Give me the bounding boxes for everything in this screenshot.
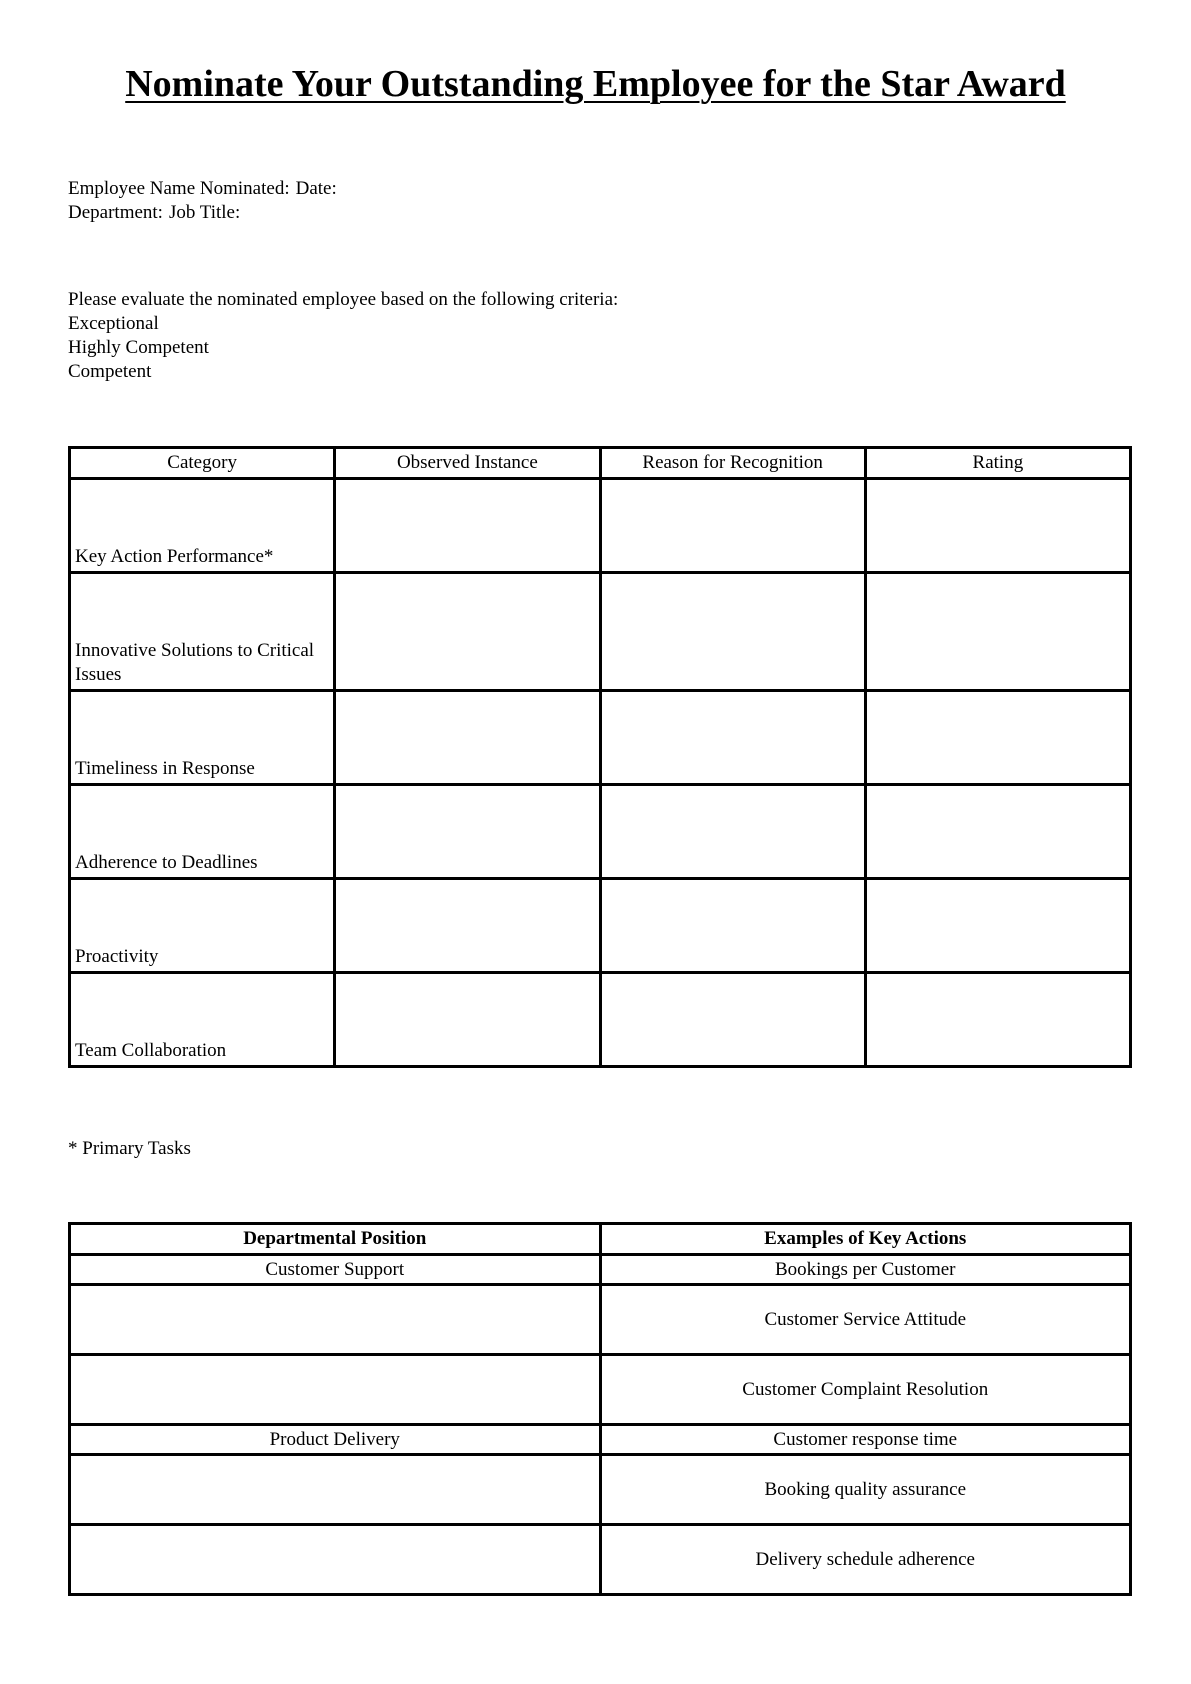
- category-cell: Key Action Performance*: [70, 479, 335, 573]
- header-category: Category: [70, 448, 335, 479]
- header-rating: Rating: [865, 448, 1130, 479]
- observed-instance-cell[interactable]: [335, 479, 600, 573]
- actions-row: [70, 1425, 1131, 1455]
- category-cell: Adherence to Deadlines: [70, 785, 335, 879]
- page-title-text: Nominate Your Outstanding Employee for the Star Award: [125, 63, 1066, 105]
- page-title: [0, 62, 1191, 108]
- actions-row: [70, 1525, 1131, 1595]
- criteria-header-row: [70, 448, 1131, 479]
- rating-cell[interactable]: [865, 973, 1130, 1067]
- employee-name-label: Employee Name Nominated:: [68, 178, 290, 199]
- reason-cell[interactable]: [600, 479, 865, 573]
- instructions-prompt: Please evaluate the nominated employee based on the following criteria:: [68, 289, 619, 310]
- category-cell: Team Collaboration: [70, 973, 335, 1067]
- category-cell: Timeliness in Response: [70, 691, 335, 785]
- nomination-fields: [68, 177, 337, 225]
- department-label: Department:: [68, 202, 163, 223]
- actions-header-row: [70, 1224, 1131, 1255]
- rating-cell[interactable]: [865, 879, 1130, 973]
- category-cell: Proactivity: [70, 879, 335, 973]
- header-reason-for-recognition: Reason for Recognition: [600, 448, 865, 479]
- rating-cell[interactable]: [865, 785, 1130, 879]
- key-action-cell: Delivery schedule adherence: [600, 1525, 1131, 1595]
- position-cell: [70, 1455, 601, 1525]
- position-cell: [70, 1285, 601, 1355]
- observed-instance-cell[interactable]: [335, 785, 600, 879]
- rating-cell[interactable]: [865, 479, 1130, 573]
- observed-instance-cell[interactable]: [335, 973, 600, 1067]
- actions-row: [70, 1455, 1131, 1525]
- position-cell: [70, 1525, 601, 1595]
- reason-cell[interactable]: [600, 691, 865, 785]
- criteria-row: [70, 785, 1131, 879]
- criteria-row: [70, 479, 1131, 573]
- reason-cell[interactable]: [600, 573, 865, 691]
- reason-cell[interactable]: [600, 785, 865, 879]
- reason-cell[interactable]: [600, 973, 865, 1067]
- key-action-cell: Booking quality assurance: [600, 1455, 1131, 1525]
- actions-row: [70, 1255, 1131, 1285]
- key-action-cell: Customer Complaint Resolution: [600, 1355, 1131, 1425]
- key-action-cell: Customer Service Attitude: [600, 1285, 1131, 1355]
- criteria-row: [70, 879, 1131, 973]
- footnote: [68, 1137, 191, 1161]
- nominee-line: [68, 177, 337, 201]
- criteria-row: [70, 573, 1131, 691]
- key-actions-table: [68, 1222, 1132, 1596]
- observed-instance-cell[interactable]: [335, 691, 600, 785]
- position-cell: [70, 1355, 601, 1425]
- rating-cell[interactable]: [865, 691, 1130, 785]
- rating-level-competent: Competent: [68, 361, 152, 382]
- position-cell: Product Delivery: [70, 1425, 601, 1455]
- department-line: [68, 201, 337, 225]
- actions-row: [70, 1285, 1131, 1355]
- actions-row: [70, 1355, 1131, 1425]
- observed-instance-cell[interactable]: [335, 573, 600, 691]
- key-action-cell: Bookings per Customer: [600, 1255, 1131, 1285]
- evaluation-instructions: [68, 288, 618, 384]
- rating-cell[interactable]: [865, 573, 1130, 691]
- observed-instance-cell[interactable]: [335, 879, 600, 973]
- header-observed-instance: Observed Instance: [335, 448, 600, 479]
- header-examples-of-key-actions: Examples of Key Actions: [600, 1224, 1131, 1255]
- criteria-table: [68, 446, 1132, 1068]
- header-departmental-position: Departmental Position: [70, 1224, 601, 1255]
- footnote-text: * Primary Tasks: [68, 1138, 191, 1159]
- reason-cell[interactable]: [600, 879, 865, 973]
- category-cell: Innovative Solutions to Critical Issues: [70, 573, 335, 691]
- position-cell: Customer Support: [70, 1255, 601, 1285]
- job-title-label: Job Title:: [168, 202, 241, 223]
- criteria-row: [70, 973, 1131, 1067]
- rating-level-exceptional: Exceptional: [68, 313, 159, 334]
- key-action-cell: Customer response time: [600, 1425, 1131, 1455]
- date-label: Date:: [295, 178, 337, 199]
- criteria-row: [70, 691, 1131, 785]
- rating-level-highly-competent: Highly Competent: [68, 337, 209, 358]
